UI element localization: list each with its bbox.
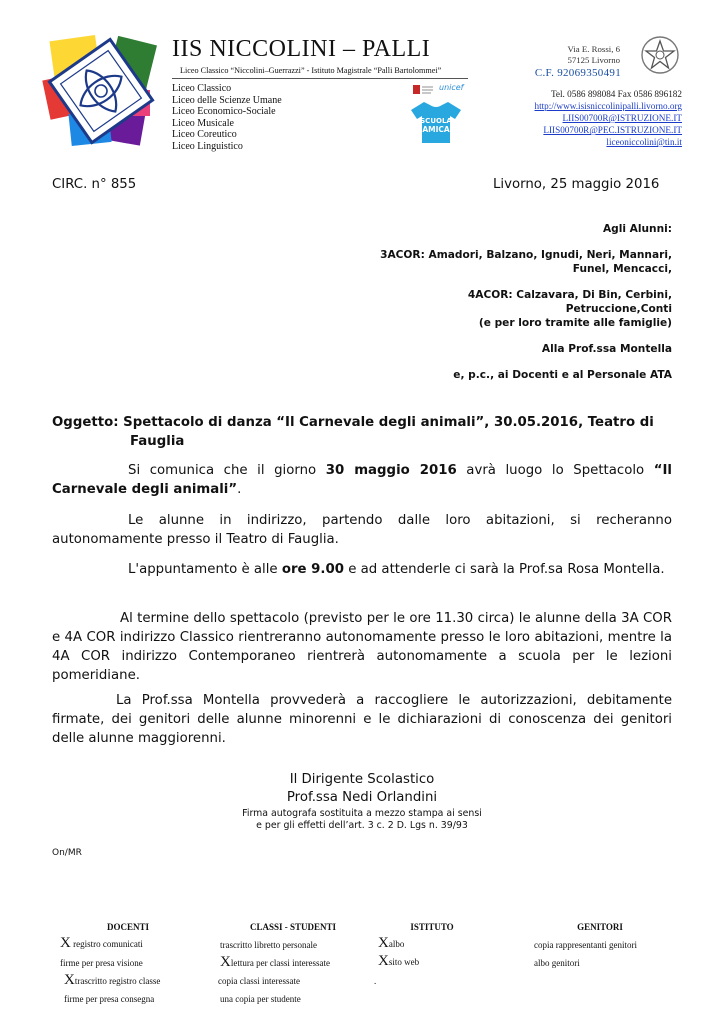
- phone-fax: Tel. 0586 898084 Fax 0586 896182: [550, 89, 682, 99]
- cc-addressee: e, p.c., ai Docenti e al Personale ATA: [453, 369, 672, 382]
- contacts-block: [470, 88, 682, 148]
- distribution-header-genitori: GENITORI: [577, 922, 623, 932]
- distribution-item-label: albo: [388, 939, 405, 949]
- teacher-addressee: Alla Prof.ssa Montella: [541, 343, 672, 356]
- email-link-2[interactable]: LIIS00700R@PEC.ISTRUZIONE.IT: [543, 125, 682, 135]
- class-3acor-line-1: 3ACOR: Amadori, Balzano, Ignudi, Neri, Mannari,: [380, 249, 672, 262]
- ministry-logo: [412, 84, 434, 98]
- signature-block: [200, 771, 524, 832]
- school-name: IIS NICCOLINI – PALLI: [172, 36, 431, 62]
- website-link[interactable]: http://www.isisniccolinipalli.livorno.org: [534, 101, 682, 111]
- p3-text-c: e ad attenderle ci sarà la Prof.sa Rosa Montella.: [343, 562, 665, 577]
- distribution-header-docenti: DOCENTI: [106, 922, 149, 932]
- email-link-3[interactable]: liceoniccolini@tin.it: [606, 137, 682, 147]
- class-4acor-line-2: Petruccione,Conti: [565, 302, 672, 315]
- distribution-header-istituto: ISTITUTO: [410, 922, 454, 932]
- distribution-item-label: sito web: [388, 957, 420, 967]
- paragraph-announcement: [52, 461, 672, 499]
- check-mark: X: [378, 935, 389, 951]
- signature-note: [200, 808, 524, 832]
- curriculum-item: Liceo Classico: [172, 83, 232, 94]
- distribution-item: firme per presa visione: [60, 958, 143, 968]
- distribution-item: copia rappresentanti genitori: [534, 940, 637, 950]
- addressees-intro: Agli Alunni:: [602, 223, 672, 235]
- unicef-label: unicef: [439, 83, 464, 92]
- school-address: [520, 44, 620, 66]
- distribution-item: copia classi interessate: [218, 976, 300, 986]
- check-mark: X: [60, 935, 71, 951]
- distribution-item-label: trascritto registro classe: [74, 976, 161, 986]
- signature-name: Prof.ssa Nedi Orlandini: [286, 790, 438, 805]
- fiscal-code: C.F. 92069350491: [534, 67, 621, 79]
- p1-date: 30 maggio 2016: [325, 463, 457, 478]
- circular-date: Livorno, 25 maggio 2016: [493, 177, 660, 192]
- paragraph-travel: Le alunne in indirizzo, partendo dalle loro abitazioni, si recheranno autonomamente presso il Teatro di Fauglia.: [52, 513, 672, 547]
- class-3acor-line-2: Funel, Mencacci,: [572, 263, 672, 276]
- paragraph-return: Al termine dello spettacolo (previsto per le ore 11.30 circa) le alunne della 3A COR e 4A COR indirizzo Classico rientreranno autonomamente presso le loro abitazioni, mentre la 4A COR indirizzo Contemporaneo rientrerà autonomamente a scuola per le lezioni pomeridiane.: [52, 611, 672, 683]
- paragraph-authorizations: La Prof.ssa Montella provvederà a raccogliere le autorizzazioni, debitamente firmate, dei genitori delle alunne minorenni e le dichiarazioni di conoscenza dei genitori delle alunne maggiorenni.: [52, 693, 672, 746]
- p1-text-a: Si comunica che il giorno: [128, 463, 326, 478]
- signature-title: Il Dirigente Scolastico: [289, 772, 435, 787]
- distribution-item: [64, 972, 160, 989]
- p1-text-e: .: [237, 482, 242, 497]
- curriculum-item: Liceo Musicale: [172, 117, 234, 129]
- signature-note-line-2: e per gli effetti dell’art. 3 c. 2 D. Lgs n. 39/93: [256, 820, 468, 831]
- tshirt-text-2: AMICA: [422, 125, 450, 134]
- scuola-amica-tshirt-logo: [410, 100, 462, 144]
- distribution-item-label: lettura per classi interessate: [230, 958, 331, 968]
- distribution-item: trascritto libretto personale: [220, 940, 317, 950]
- distribution-item: albo genitori: [534, 958, 580, 968]
- distribution-header-classi: CLASSI - STUDENTI: [249, 922, 337, 932]
- address-line-1: Via E. Rossi, 6: [567, 44, 620, 54]
- tshirt-text-1: SCUOLA: [420, 117, 452, 125]
- p3-time: ore 9.00: [281, 562, 344, 577]
- school-logo: [42, 32, 160, 150]
- addressees-block: [300, 222, 672, 383]
- school-subtitle: Liceo Classico “Niccolini–Guerrazzi” - Istituto Magistrale “Palli Bartolommei”: [180, 66, 442, 75]
- curriculum-item: Liceo Linguistico: [172, 140, 243, 152]
- distribution-item: [378, 935, 404, 952]
- distribution-item: [378, 953, 419, 970]
- address-line-2: 57125 Livorno: [567, 55, 620, 65]
- p1-show-title: “Il Carnevale degli animali”: [52, 463, 672, 497]
- curriculum-item: Liceo Economico-Sociale: [172, 106, 276, 118]
- italian-republic-emblem: [640, 34, 680, 76]
- p1-text-c: avrà luogo lo Spettacolo: [456, 463, 654, 478]
- distribution-item: [60, 935, 143, 952]
- distribution-item-label: registro comunicati: [73, 939, 143, 949]
- author-initials: On/MR: [52, 848, 82, 858]
- email-link-1[interactable]: LIIS00700R@ISTRUZIONE.IT: [562, 113, 682, 123]
- distribution-item: firme per presa consegna: [64, 994, 155, 1004]
- distribution-item: .: [374, 976, 377, 986]
- subject-line-2: Fauglia: [130, 434, 185, 449]
- check-mark: X: [378, 953, 389, 969]
- header-divider: [172, 78, 468, 79]
- signature-note-line-1: Firma autografa sostituita a mezzo stampa ai sensi: [242, 808, 482, 819]
- paragraph-meeting: [52, 560, 672, 579]
- subject: [52, 413, 672, 451]
- curriculum-item: Liceo Coreutico: [172, 129, 237, 141]
- p3-text-a: L'appuntamento è alle: [128, 562, 282, 577]
- curriculum-item: Liceo delle Scienze Umane: [172, 94, 282, 106]
- check-mark: X: [220, 954, 231, 970]
- subject-line-1: Oggetto: Spettacolo di danza “Il Carnevale degli animali”, 30.05.2016, Teatro di: [52, 415, 654, 430]
- check-mark: X: [64, 972, 75, 988]
- distribution-item: [220, 954, 330, 971]
- class-4acor-line-1: 4ACOR: Calzavara, Di Bin, Cerbini,: [467, 288, 672, 301]
- class-4acor-line-3: (e per loro tramite alle famiglie): [478, 317, 672, 330]
- circular-number: CIRC. n° 855: [52, 177, 137, 192]
- curricula-list: [172, 83, 282, 153]
- distribution-item: una copia per studente: [220, 994, 301, 1004]
